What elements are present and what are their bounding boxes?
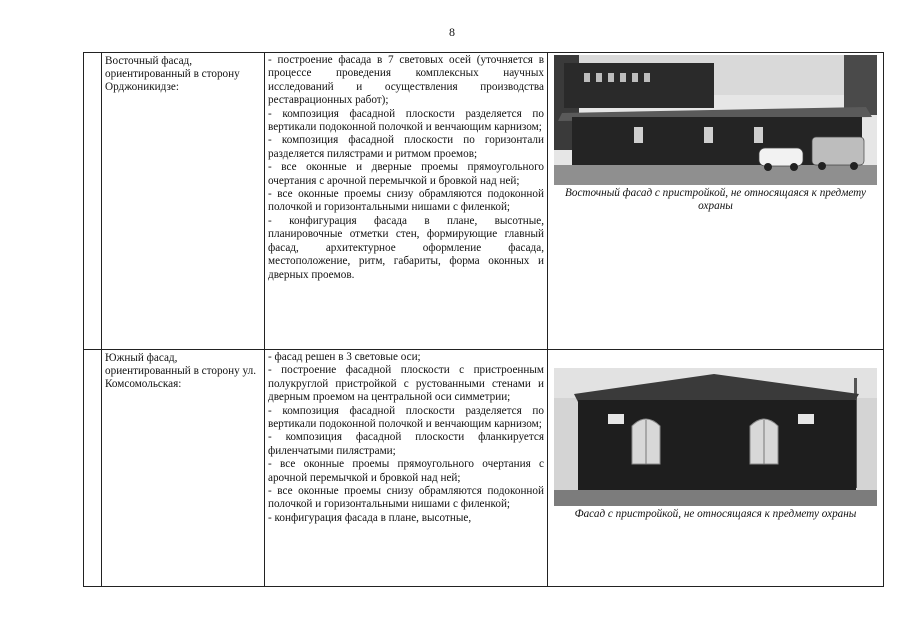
description-list bbox=[265, 53, 547, 282]
photo-cell bbox=[548, 53, 884, 350]
facade-name: Восточный фасад, ориентированный в сторону Орджоникидзе: bbox=[105, 55, 240, 94]
list-item: - построение фасада в 7 световых осей (уточняется в процессе проведения комплексных научных исследований и осуществления производства реставрационных работ); bbox=[268, 54, 544, 107]
photo-caption: Восточный фасад с пристройкой, не относящаяся к предмету охраны bbox=[565, 187, 866, 213]
list-item: - конфигурация фасада в плане, высотные, планировочные отметки стен, формирующие главный фасад, архитектурное оформление фасада, местоположение, ритм, габариты, форма оконных и дверных проемов. bbox=[268, 214, 544, 281]
list-item: - все оконные проемы снизу обрамляются подоконной полочкой и горизонтальными нишами с филенкой; bbox=[268, 485, 544, 511]
facade-name: Южный фасад, ориентированный в сторону ул. Комсомольская: bbox=[105, 352, 256, 391]
list-item: - конфигурация фасада в плане, высотные, bbox=[268, 511, 472, 524]
index-cell bbox=[84, 350, 102, 587]
list-item: - композиция фасадной плоскости фланкируется филенчатыми пилястрами; bbox=[268, 431, 544, 457]
list-item: - композиция фасадной плоскости разделяется по вертикали подоконной полочкой и венчающим карнизом; bbox=[268, 404, 544, 431]
table-row bbox=[84, 350, 884, 587]
table-row bbox=[84, 53, 884, 350]
east-facade-photo bbox=[554, 55, 877, 185]
list-item: - композиция фасадной плоскости разделяется по вертикали подоконной полочкой и венчающим карнизом; bbox=[268, 107, 544, 134]
description-cell bbox=[265, 53, 548, 350]
facade-table bbox=[83, 52, 884, 587]
description-list bbox=[265, 350, 547, 525]
index-cell bbox=[84, 53, 102, 350]
south-facade-photo bbox=[554, 368, 877, 506]
list-item: - все оконные и дверные проемы прямоугольного очертания с арочной перемычкой и бровкой над ней; bbox=[268, 161, 544, 187]
facade-name-cell bbox=[102, 53, 265, 350]
photo-caption: Фасад с пристройкой, не относящаяся к предмету охраны bbox=[574, 508, 857, 520]
facade-name-cell bbox=[102, 350, 265, 587]
photo-cell bbox=[548, 350, 884, 587]
list-item: - построение фасадной плоскости с пристроенным полукруглой пристройкой с рустованными стенами и дверным проемом на центральной оси симметрии; bbox=[268, 364, 544, 404]
list-item: - все оконные проемы прямоугольного очертания с арочной перемычкой и бровкой над ней; bbox=[268, 458, 544, 484]
description-cell bbox=[265, 350, 548, 587]
page-number: 8 bbox=[449, 25, 455, 39]
list-item: - все оконные проемы снизу обрамляются подоконной полочкой и горизонтальными нишами с филенкой; bbox=[268, 188, 544, 214]
list-item: - фасад решен в 3 световые оси; bbox=[268, 351, 421, 363]
list-item: - композиция фасадной плоскости по горизонтали разделяется пилястрами и ритмом проемов; bbox=[268, 134, 544, 160]
